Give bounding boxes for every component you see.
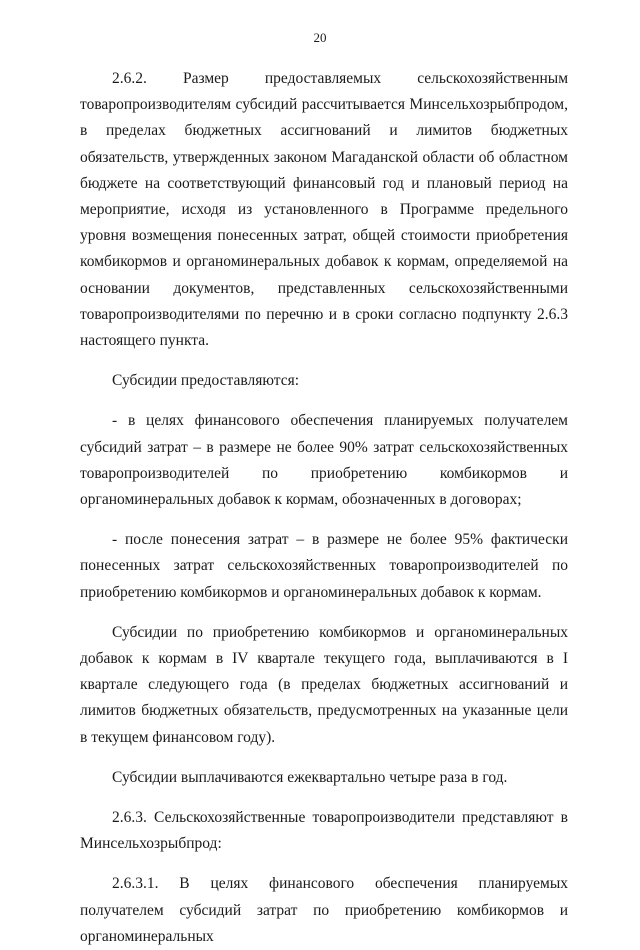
paragraph-subsidies-intro: Субсидии предоставляются: bbox=[112, 372, 300, 390]
document-body bbox=[80, 66, 568, 950]
paragraph-after-costs: - после понесения затрат – в размере не более 95% фактически понесенных затрат сельскохозяйственных товаропроизводителей по приобретению комбикормов и органоминеральных добавок к кормам. bbox=[80, 531, 568, 601]
paragraph-financial-provision: - в целях финансового обеспечения планируемых получателем субсидий затрат – в размере не более 90% затрат сельскохозяйственных товаропроизводителей по приобретению комбикормов и органоминеральных добавок к кормам, обозначенных в договорах; bbox=[80, 412, 568, 509]
paragraph-quarterly-payment: Субсидии выплачиваются ежеквартально четыре раза в год. bbox=[112, 768, 508, 786]
paragraph-2-6-3: 2.6.3. Сельскохозяйственные товаропроизводители представляют в Минсельхозрыбпрод: bbox=[80, 809, 568, 853]
page-number: 20 bbox=[313, 30, 327, 45]
paragraph-2-6-3-1: 2.6.3.1. В целях финансового обеспечения планируемых получателем субсидий затрат по приобретению комбикормов и органоминеральных bbox=[80, 875, 568, 945]
paragraph-2-6-2: 2.6.2. Размер предоставляемых сельскохозяйственным товаропроизводителям субсидий рассчитывается Минсельхозрыбпродом, в пределах бюджетных ассигнований и лимитов бюджетных обязательств, утвержденных законом Магаданской области об областном бюджете на соответствующий финансовый год и плановый период на мероприятие, исходя из установленного в Программе предельного уровня возмещения понесенных затрат, общей стоимости приобретения комбикормов и органоминеральных добавок к кормам, определяемой на основании документов, представленных сельскохозяйственными товаропроизводителями по перечню и в сроки согласно подпункту 2.6.3 настоящего пункта. bbox=[80, 70, 568, 350]
paragraph-fourth-quarter: Субсидии по приобретению комбикормов и органоминеральных добавок к кормам в IV квартале текущего года, выплачиваются в I квартале следующего года (в пределах бюджетных ассигнований и лимитов бюджетных обязательств, предусмотренных на указанные цели в текущем финансовом году). bbox=[80, 623, 568, 746]
